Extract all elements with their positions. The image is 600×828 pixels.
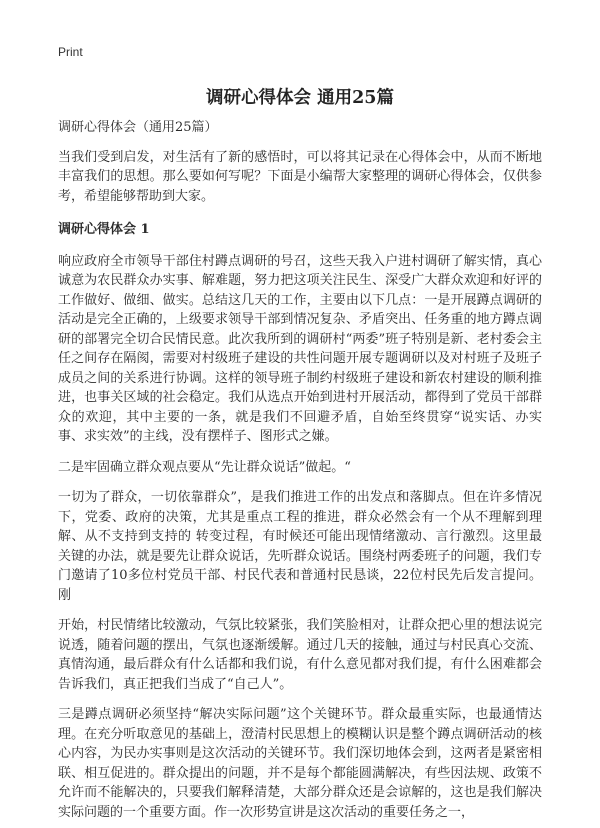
print-link[interactable]: Print: [58, 45, 83, 59]
document-title: 调研心得体会 通用25篇: [206, 88, 394, 108]
body-paragraph: 三是蹲点调研必须坚持“解决实际问题”这个关键环节。群众最重实际，也最通情达理。在充分听取意见的基础上，澄清村民思想上的模糊认识是整个蹲点调研活动的核心内容，为民办实事则是这次活动的关键环节。我们深切地体会到，这两者是紧密相联、相互促进的。群众提出的问题，并不是每个都能圆满解决，有些因法规、政策不允许而不能解决的，只要我们解释清楚，大部分群众还是会谅解的，这也是我们解决实际问题的一个重要方面。作一次形势宣讲是这次活动的重要任务之一，: [58, 707, 542, 820]
body-paragraph: 开始，村民情绪比较激动，气氛比较紧张，我们笑脸相对，让群众把心里的想法说完说透，随着问题的摆出，气氛也逐渐缓解。通过几天的接触，通过与村民真心交流、真情沟通，最后群众有什么话都和我们说，有什么意见都对我们提，有什么困难都会告诉我们，真正把我们当成了“自己人”。: [58, 618, 542, 692]
intro-paragraph: 当我们受到启发，对生活有了新的感悟时，可以将其记录在心得体会中，从而不断地丰富我们的思想。那么要如何写呢？下面是小编帮大家整理的调研心得体会，仅供参考，希望能够帮助到大家。: [58, 149, 542, 204]
document-subtitle: 调研心得体会（通用25篇）: [58, 120, 218, 135]
document-body: [58, 118, 542, 828]
body-paragraph: 响应政府全市领导干部住村蹲点调研的号召，这些天我入户进村调研了解实情，真心诚意为农民群众办实事、解难题，努力把这项关注民生、深受广大群众欢迎和好评的工作做好、做细、做实。总结这几天的工作，主要由以下几点：一是开展蹲点调研的活动是完全正确的，上级要求领导干部到情况复杂、矛盾突出、任务重的地方蹲点调研的部署完全切合民情民意。此次我所到的调研村“两委”班子特别是新、老村委会主任之间存在隔阂，需要对村级班子建设的共性问题开展专题调研以及对村班子及班子成员之间的关系进行协调。这样的领导班子制约村级班子建设和新农村建设的顺利推进，也事关区域的社会稳定。我们从选点开始到进村开展活动，都得到了党员干部群众的欢迎，其中主要的一条，就是我们不回避矛盾，自始至终贯穿“说实话、办实事、求实效”的主线，没有摆样子、图形式之嫌。: [58, 253, 542, 444]
body-paragraph: 二是牢固确立群众观点要从“先让群众说话”做起。“: [58, 459, 351, 475]
body-paragraph: 一切为了群众，一切依靠群众”，是我们推进工作的出发点和落脚点。但在许多情况下，党委、政府的决策，尤其是重点工程的推进，群众必然会有一个从不理解到理解、从不支持到支持的 转变过程，有时候还可能出现情绪激动、言行激烈。这里最关键的办法，就是要先让群众说话，先听群众说话。围绕村两委班子的问题，我们专门邀请了10多位村党员干部、村民代表和普通村民恳谈，22位村民先后发言提问。刚: [58, 490, 542, 603]
section-heading: 调研心得体会 1: [58, 222, 150, 237]
